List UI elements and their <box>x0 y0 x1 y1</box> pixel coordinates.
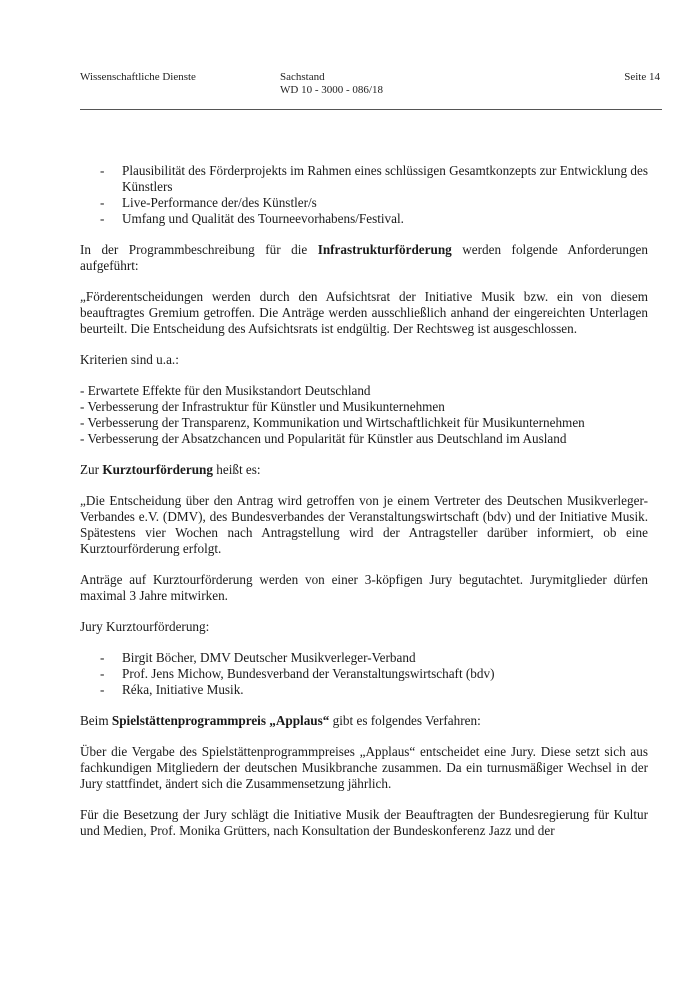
bold-term: Kurztourförderung <box>102 462 213 477</box>
criteria-bullet-list <box>80 163 648 227</box>
list-item: - Umfang und Qualität des Tourneevorhabens/Festival. <box>80 211 648 227</box>
list-item: - Réka, Initiative Musik. <box>80 682 648 698</box>
header-document-number: WD 10 - 3000 - 086/18 <box>280 84 383 96</box>
text-span: In der Programmbeschreibung für die <box>80 242 318 257</box>
list-item: - Birgit Böcher, DMV Deutscher Musikverleger-Verband <box>80 650 648 666</box>
paragraph-besetzung: Für die Besetzung der Jury schlägt die Initiative Musik der Beauftragten der Bundesregierung für Kultur und Medien, Prof. Monika Grütters, nach Konsultation der Bundeskonferenz Jazz und der <box>80 807 648 838</box>
paragraph-vergabe: Über die Vergabe des Spielstättenprogrammpreises „Applaus“ entscheidet eine Jury. Diese setzt sich aus fachkundigen Mitgliedern der deutschen Musikbranche zusammen. Da ein turnusmäßiger Wechsel in der Jury stattfindet, ändert sich die Zusammensetzung jährlich. <box>80 744 648 791</box>
paragraph-applaus <box>80 713 648 729</box>
jury-member-list <box>80 650 648 698</box>
list-item: - Plausibilität des Förderprojekts im Rahmen eines schlüssigen Gesamtkonzepts zur Entwicklung des Künstlers <box>80 163 648 195</box>
header-institution: Wissenschaftliche Dienste <box>80 71 196 83</box>
header-divider <box>80 109 662 110</box>
criteria-list <box>80 383 648 447</box>
list-item: - Verbesserung der Absatzchancen und Popularität für Künstler aus Deutschland im Ausland <box>80 431 567 446</box>
header-document-type: Sachstand <box>280 71 325 83</box>
text-span: werden folgende Anforderungen aufgeführt: <box>80 242 649 273</box>
list-item: - Verbesserung der Infrastruktur für Künstler und Musikunternehmen <box>80 399 445 414</box>
bold-term: Spielstättenprogrammpreis „Applaus“ <box>111 713 330 728</box>
text-span: gibt es folgendes Verfahren: <box>329 713 481 728</box>
text-span: Zur <box>80 462 103 477</box>
paragraph-jury-size: Anträge auf Kurztourförderung werden von einer 3-köpfigen Jury begutachtet. Jurymitglieder dürfen maximal 3 Jahre mitwirken. <box>80 572 648 603</box>
quote-infrastructure: „Förderentscheidungen werden durch den Aufsichtsrat der Initiative Musik bzw. ein von diesem beauftragtes Gremium getroffen. Die Anträge werden ausschließlich anhand der eingereichten Unterlagen beurteilt. Die Entscheidung des Aufsichtsrats ist endgültig. Der Rechtsweg ist ausgeschlossen. <box>80 289 648 336</box>
header-document-info <box>280 71 383 97</box>
header-page-number: Seite 14 <box>624 71 660 83</box>
document-body <box>80 163 648 854</box>
list-item: - Erwartete Effekte für den Musikstandort Deutschland <box>80 383 371 398</box>
text-span: heißt es: <box>212 462 261 477</box>
quote-kurztour: „Die Entscheidung über den Antrag wird getroffen von je einem Vertreter des Deutschen Musikverleger-Verbandes e.V. (DMV), des Bundesverbandes der Veranstaltungswirtschaft (bdv) und der Initiative Musik. Spätestens vier Wochen nach Antragstellung wird der Antragsteller darüber informiert, ob eine Kurztourförderung erfolgt. <box>80 493 648 556</box>
jury-title: Jury Kurztourförderung: <box>80 619 210 634</box>
paragraph-kurztour <box>80 462 648 478</box>
page-header <box>0 71 700 111</box>
list-item: - Live-Performance der/des Künstler/s <box>80 195 648 211</box>
list-item: - Prof. Jens Michow, Bundesverband der Veranstaltungswirtschaft (bdv) <box>80 666 648 682</box>
paragraph-infrastructure <box>80 242 648 274</box>
bold-term: Infrastrukturförderung <box>317 242 452 257</box>
list-item: - Verbesserung der Transparenz, Kommunikation und Wirtschaftlichkeit für Musikunternehmen <box>80 415 585 430</box>
criteria-intro: Kriterien sind u.a.: <box>80 352 179 367</box>
text-span: Beim <box>80 713 112 728</box>
